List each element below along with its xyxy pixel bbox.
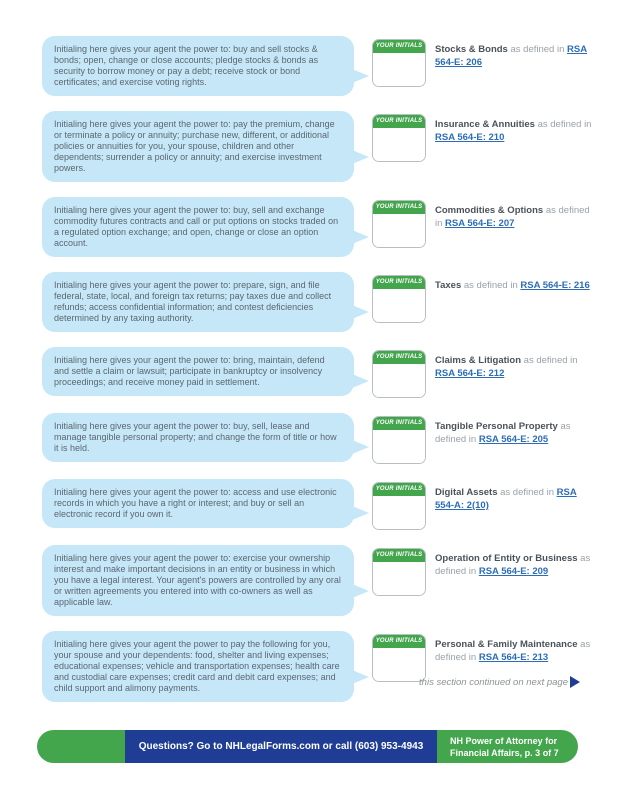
initials-box[interactable] [372, 634, 426, 682]
initials-input-area[interactable] [373, 648, 425, 681]
initials-label: YOUR INITIALS [373, 115, 425, 128]
power-description-bubble [42, 272, 354, 332]
power-description-text: Initialing here gives your agent the power to: pay the premium, change or terminate a policy or annuity; purchase new, different, or additional policies or annuities for you, your spouse, children and other dependents; surrender a policy or annuity; and exercise investment powers. [54, 119, 335, 173]
power-row [42, 479, 618, 530]
initials-box[interactable] [372, 39, 426, 87]
power-row [42, 347, 618, 398]
power-connector-text: as defined in [435, 421, 571, 445]
initials-label: YOUR INITIALS [373, 276, 425, 289]
power-description-text: Initialing here gives your agent the power to: bring, maintain, defend and settle a claim or lawsuit; participate in bankruptcy or insolvency proceedings; and receive money paid in settlement. [54, 355, 325, 387]
rsa-statute-link[interactable]: RSA 564-E: 205 [478, 434, 549, 445]
power-title [435, 197, 593, 230]
initials-box[interactable] [372, 548, 426, 596]
power-description-bubble [42, 413, 354, 462]
power-description-text: Initialing here gives your agent the power to: prepare, sign, and file federal, state, local, and foreign tax returns; pay taxes due and collect refunds; access confidential information; and contest deficiencies determined by any taxing authority. [54, 280, 332, 323]
rsa-statute-link[interactable]: RSA 564-E: 206 [435, 44, 588, 68]
initials-label: YOUR INITIALS [373, 201, 425, 214]
power-description-text: Initialing here gives your agent the power to: buy and sell stocks & bonds; open, change or close accounts; pledge stocks & bonds as security to borrow money or pay a debt; receive stock or bond certificates; and exercise voting rights. [54, 44, 319, 87]
power-name: Tangible Personal Property [435, 421, 558, 432]
power-description-bubble [42, 197, 354, 257]
power-row [42, 197, 618, 257]
power-title [435, 631, 593, 664]
footer-doc-title-text: NH Power of Attorney for Financial Affairs, p. 3 of 7 [450, 735, 559, 758]
rsa-statute-link[interactable]: RSA 564-E: 209 [478, 566, 549, 577]
power-name: Commodities & Options [435, 205, 544, 216]
footer-doc-title [437, 730, 578, 763]
power-description-bubble [42, 36, 354, 96]
power-title [435, 413, 593, 446]
power-name: Taxes [435, 280, 462, 291]
footer-bar [37, 730, 578, 763]
power-connector-text: as defined in [461, 280, 521, 291]
initials-input-area[interactable] [373, 289, 425, 322]
power-connector-text: as defined in [435, 639, 591, 663]
initials-label: YOUR INITIALS [373, 483, 425, 496]
power-connector-text: as defined in [435, 553, 591, 577]
power-name: Digital Assets [435, 487, 498, 498]
footer-questions [125, 730, 437, 763]
power-row [42, 545, 618, 616]
power-name: Claims & Litigation [435, 355, 522, 366]
power-description-text: Initialing here gives your agent the power to: buy, sell, lease and manage tangible personal property; and change the form of title or how it is held. [54, 421, 337, 453]
power-name: Operation of Entity or Business [435, 553, 578, 564]
initials-input-area[interactable] [373, 128, 425, 161]
power-description-bubble [42, 347, 354, 396]
power-title [435, 545, 593, 578]
rsa-statute-link[interactable]: RSA 564-E: 216 [520, 280, 590, 291]
power-description-bubble [42, 545, 354, 616]
initials-label: YOUR INITIALS [373, 549, 425, 562]
power-description-text: Initialing here gives your agent the power to: buy, sell and exchange commodity futures contracts and call or put options on stocks traded on a regulated option exchange; and open, change or close an option account. [54, 205, 339, 248]
power-name: Personal & Family Maintenance [435, 639, 578, 650]
initials-box[interactable] [372, 482, 426, 530]
power-name: Insurance & Annuities [435, 119, 535, 130]
power-name: Stocks & Bonds [435, 44, 508, 55]
power-connector-text: as defined in [534, 119, 592, 130]
power-title [435, 36, 593, 69]
power-connector-text: as defined in [521, 355, 578, 366]
power-title [435, 272, 593, 292]
power-title [435, 479, 593, 512]
continued-note [419, 676, 580, 688]
power-description-bubble [42, 631, 354, 702]
power-title [435, 347, 593, 380]
initials-box[interactable] [372, 200, 426, 248]
initials-input-area[interactable] [373, 214, 425, 247]
power-description-bubble [42, 111, 354, 182]
initials-label: YOUR INITIALS [373, 351, 425, 364]
initials-label: YOUR INITIALS [373, 417, 425, 430]
power-connector-text: as defined in [435, 205, 590, 229]
power-description-text: Initialing here gives your agent the power to: access and use electronic records in which you have a right or interest; and buy or sell an electronic record if you own it. [54, 487, 337, 519]
power-row [42, 272, 618, 332]
rsa-statute-link[interactable]: RSA 564-E: 212 [435, 368, 505, 379]
power-title [435, 111, 593, 144]
next-page-arrow-icon [570, 676, 580, 688]
initials-input-area[interactable] [373, 53, 425, 86]
footer-bar-left-segment [37, 730, 125, 763]
rsa-statute-link[interactable]: RSA 564-E: 207 [445, 218, 515, 229]
power-row [42, 36, 618, 96]
power-description-text: Initialing here gives your agent the power to: exercise your ownership interest and make important decisions in an entity or business in which you have a legal interest. Your agent's powers are controlled by any oral or written agreements you entered into with co-owners as well as applicable law. [54, 553, 341, 607]
initials-input-area[interactable] [373, 430, 425, 463]
power-row [42, 413, 618, 464]
power-row [42, 111, 618, 182]
continued-note-text: this section continued on next page [419, 676, 568, 688]
rsa-statute-link[interactable]: RSA 564-E: 213 [478, 652, 549, 663]
initials-box[interactable] [372, 114, 426, 162]
power-connector-text: as defined in [507, 44, 568, 55]
power-rows-container [42, 36, 618, 717]
initials-input-area[interactable] [373, 364, 425, 397]
initials-label: YOUR INITIALS [373, 40, 425, 53]
initials-box[interactable] [372, 275, 426, 323]
power-row [42, 631, 618, 702]
power-description-text: Initialing here gives your agent the power to pay the following for you, your spouse and your dependents: food, shelter and living expenses; educational expenses; vehicle and transportation expenses; health care and custodial care expenses; credit card and debit card expenses; and child support and alimony payments. [54, 639, 340, 693]
rsa-statute-link[interactable]: RSA 564-E: 210 [435, 132, 505, 143]
initials-label: YOUR INITIALS [373, 635, 425, 648]
initials-box[interactable] [372, 416, 426, 464]
initials-input-area[interactable] [373, 496, 425, 529]
initials-input-area[interactable] [373, 562, 425, 595]
power-description-bubble [42, 479, 354, 528]
initials-box[interactable] [372, 350, 426, 398]
footer-questions-text: Questions? Go to NHLegalForms.com or call (603) 953-4943 [138, 741, 424, 752]
power-connector-text: as defined in [497, 487, 557, 498]
rsa-statute-link[interactable]: RSA 554-A: 2(10) [435, 487, 577, 511]
